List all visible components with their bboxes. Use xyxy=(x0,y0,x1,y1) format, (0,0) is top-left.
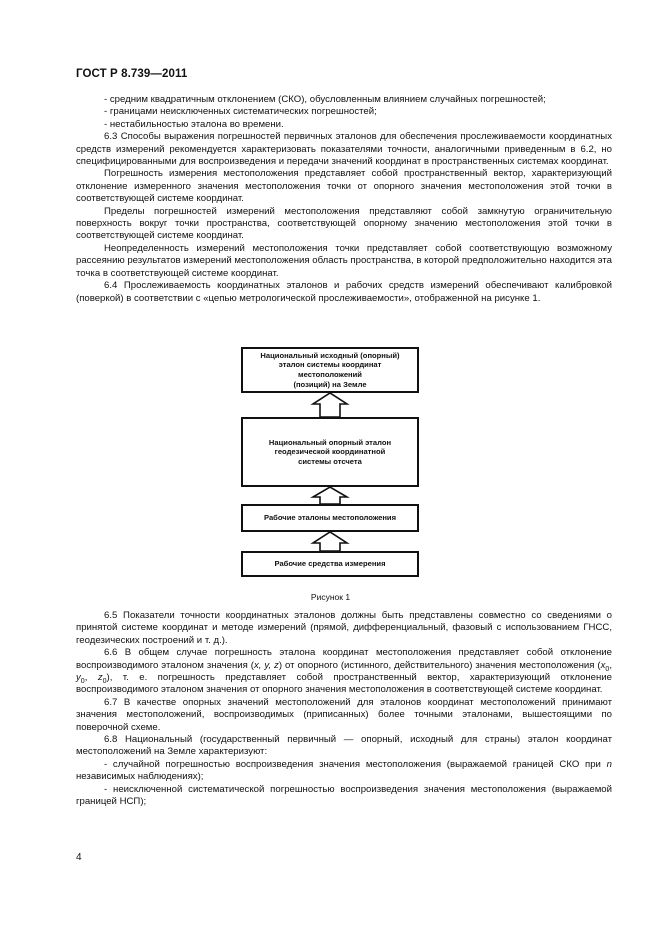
diagram-box-national-reference xyxy=(241,347,419,393)
figure-caption: Рисунок 1 xyxy=(310,592,351,602)
diagram-box-working-instruments: Рабочие средства измерения xyxy=(241,551,419,577)
text-block-lower xyxy=(76,610,612,809)
paragraph: Неопределенность измерений местоположения точки представляет собой соответствующую возможному рассеянию результатов измерений местоположения область пространства, в которой предположительно находится эта точка в соответствующей системе координат. xyxy=(76,242,612,279)
diagram-box-geodetic-standard xyxy=(241,417,419,487)
up-arrow-icon xyxy=(313,393,347,417)
paragraph: - средним квадратичным отклонением (СКО), обусловленным влиянием случайных погрешностей; xyxy=(104,94,546,105)
paragraph: Пределы погрешностей измерений местоположения представляют собой замкнутую ограничительную поверхность вокруг точки пространства, соответствующей опорному значению местоположения этой точки в соответствующей системе координат. xyxy=(76,205,612,242)
box-line: геодезической координатной xyxy=(274,447,386,457)
paragraph: - неисключенной систематической погрешностью воспроизведения значения местоположения (выражаемой границей НСП); xyxy=(76,783,612,808)
paragraph: 6.4 Прослеживаемость координатных эталонов и рабочих средств измерений обеспечивают калибровкой (поверкой) в соответствии с «цепью метрологической прослеживаемости», отображенной на рисунке 1. xyxy=(76,280,612,304)
diagram-box-working-standards: Рабочие эталоны местоположения xyxy=(241,504,419,532)
paragraph: 6.6 В общем случае погрешность эталона координат местоположения представляет собой отклонение воспроизводимого эталоном значения (x, y, z) от опорного (истинного, действительного) значения местоположения ($x_0$, $y_0$, $z_0$), т. е. погрешность представляет собой пространственный вектор, характеризующий отклонение воспроизводимого эталоном значения от опорного значения местоположения в соответствующей системе координат. xyxy=(76,647,612,696)
paragraph: - случайной погрешностью воспроизведения значения местоположения (выражаемой границей СКО при n независимых наблюдениях); xyxy=(76,758,612,783)
paragraph: 6.5 Показатели точности координатных эталонов должны быть представлены совместно со сведениями о принятой системе координат и методе измерений (прямой, дифференциальный, фазовый с использованием ГНСС, геодезических построений и т. д.). xyxy=(76,610,612,646)
paragraph: 6.7 В качестве опорных значений местоположений для эталонов координат местоположений принимают значения местоположений, воспроизводимых (приписанных) более точными эталонами, вышестоящими по поверочной схеме. xyxy=(76,696,612,733)
up-arrow-icon xyxy=(313,532,347,551)
box-line: (позиций) на Земле xyxy=(293,379,367,389)
document-header: ГОСТ Р 8.739—2011 xyxy=(76,68,188,80)
box-line: системы отсчета xyxy=(298,456,362,466)
page-number: 4 xyxy=(76,852,82,863)
up-arrow-icon xyxy=(313,487,347,504)
paragraph: - границами неисключенных систематических погрешностей; xyxy=(104,106,377,118)
paragraph: 6.8 Национальный (государственный первичный — опорный, исходный для страны) эталон координат местоположений на Земле характеризуют: xyxy=(76,734,612,758)
paragraph: - нестабильностью эталона во времени. xyxy=(104,118,284,130)
paragraph: 6.3 Способы выражения погрешностей первичных эталонов для обеспечения прослеживаемости координатных средств измерений рекомендуется характеризовать показателями точности, аналогичными приведенным в 6.2, но специфицированными для воспроизведения и передачи значений координат в пространственных системах координат. xyxy=(76,131,612,168)
box-line: Национальный опорный эталон xyxy=(268,437,392,447)
box-line: Национальный исходный (опорный) xyxy=(260,350,400,360)
box-line: эталон системы координат местоположений xyxy=(278,360,382,379)
paragraph: Погрешность измерения местоположения представляет собой пространственный вектор, характеризующий отклонение измеренного значения местоположения точки от опорного значения местоположения этой точки в соответствующей системе координат. xyxy=(76,168,612,205)
